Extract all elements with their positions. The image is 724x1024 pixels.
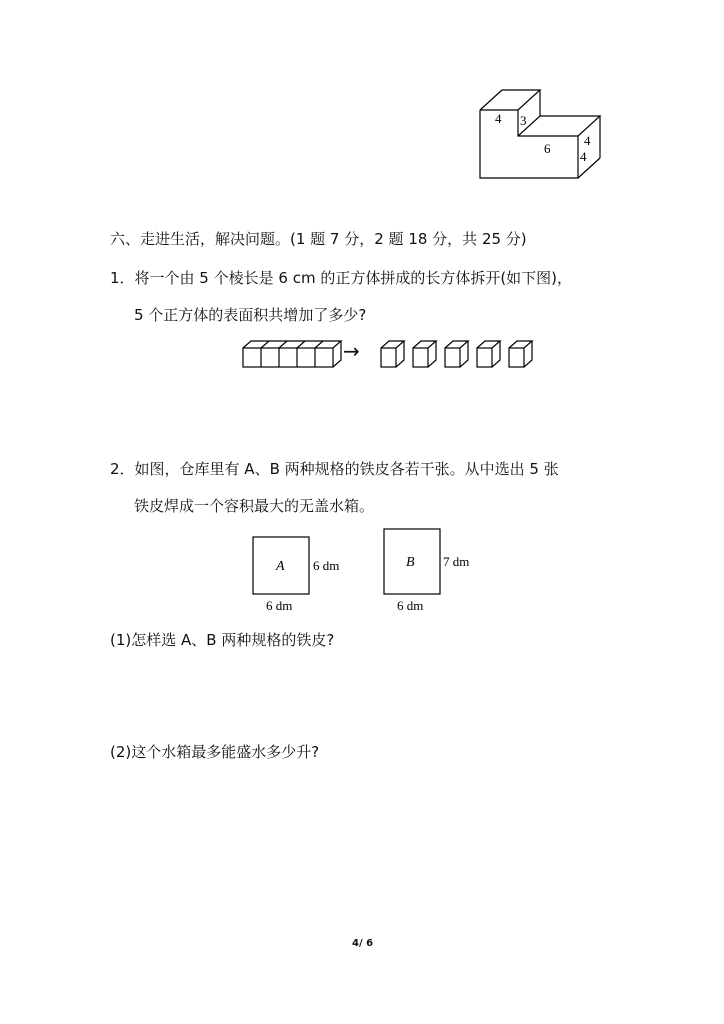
- q2-line1: 2．如图，仓库里有 A、B 两种规格的铁皮各若干张。从中选出 5 张: [110, 460, 559, 478]
- sheet-a-side-label: 6 dm: [313, 558, 340, 573]
- sheet-b-name: B: [406, 555, 415, 570]
- sheet-b-side-label: 7 dm: [443, 554, 470, 569]
- sheet-b-bottom-label: 6 dm: [397, 598, 424, 613]
- q2-line2: 铁皮焊成一个容积最大的无盖水箱。: [134, 497, 375, 515]
- sheet-a-name: A: [276, 559, 285, 574]
- page-number: 4/ 6: [352, 938, 374, 949]
- dim-label-3: 3: [520, 113, 527, 128]
- dim-label-6: 6: [544, 141, 551, 156]
- q2-sub2: (2)这个水箱最多能盛水多少升?: [110, 743, 320, 761]
- q1-line1: 1．将一个由 5 个棱长是 6 cm 的正方体拼成的长方体拆开(如下图)，: [110, 269, 573, 287]
- section-title: 六、走进生活，解决问题。(1 题 7 分，2 题 18 分，共 25 分): [110, 230, 527, 248]
- sheet-a-bottom-label: 6 dm: [266, 598, 293, 613]
- q2-sub1: (1)怎样选 A、B 两种规格的铁皮?: [110, 631, 335, 649]
- dim-label-4-bottom: 4: [580, 149, 587, 164]
- dim-label-4-right: 4: [584, 133, 591, 148]
- q1-line2: 5 个正方体的表面积共增加了多少?: [134, 306, 367, 324]
- arrow-icon: →: [343, 339, 360, 363]
- dim-label-4-top: 4: [495, 111, 502, 126]
